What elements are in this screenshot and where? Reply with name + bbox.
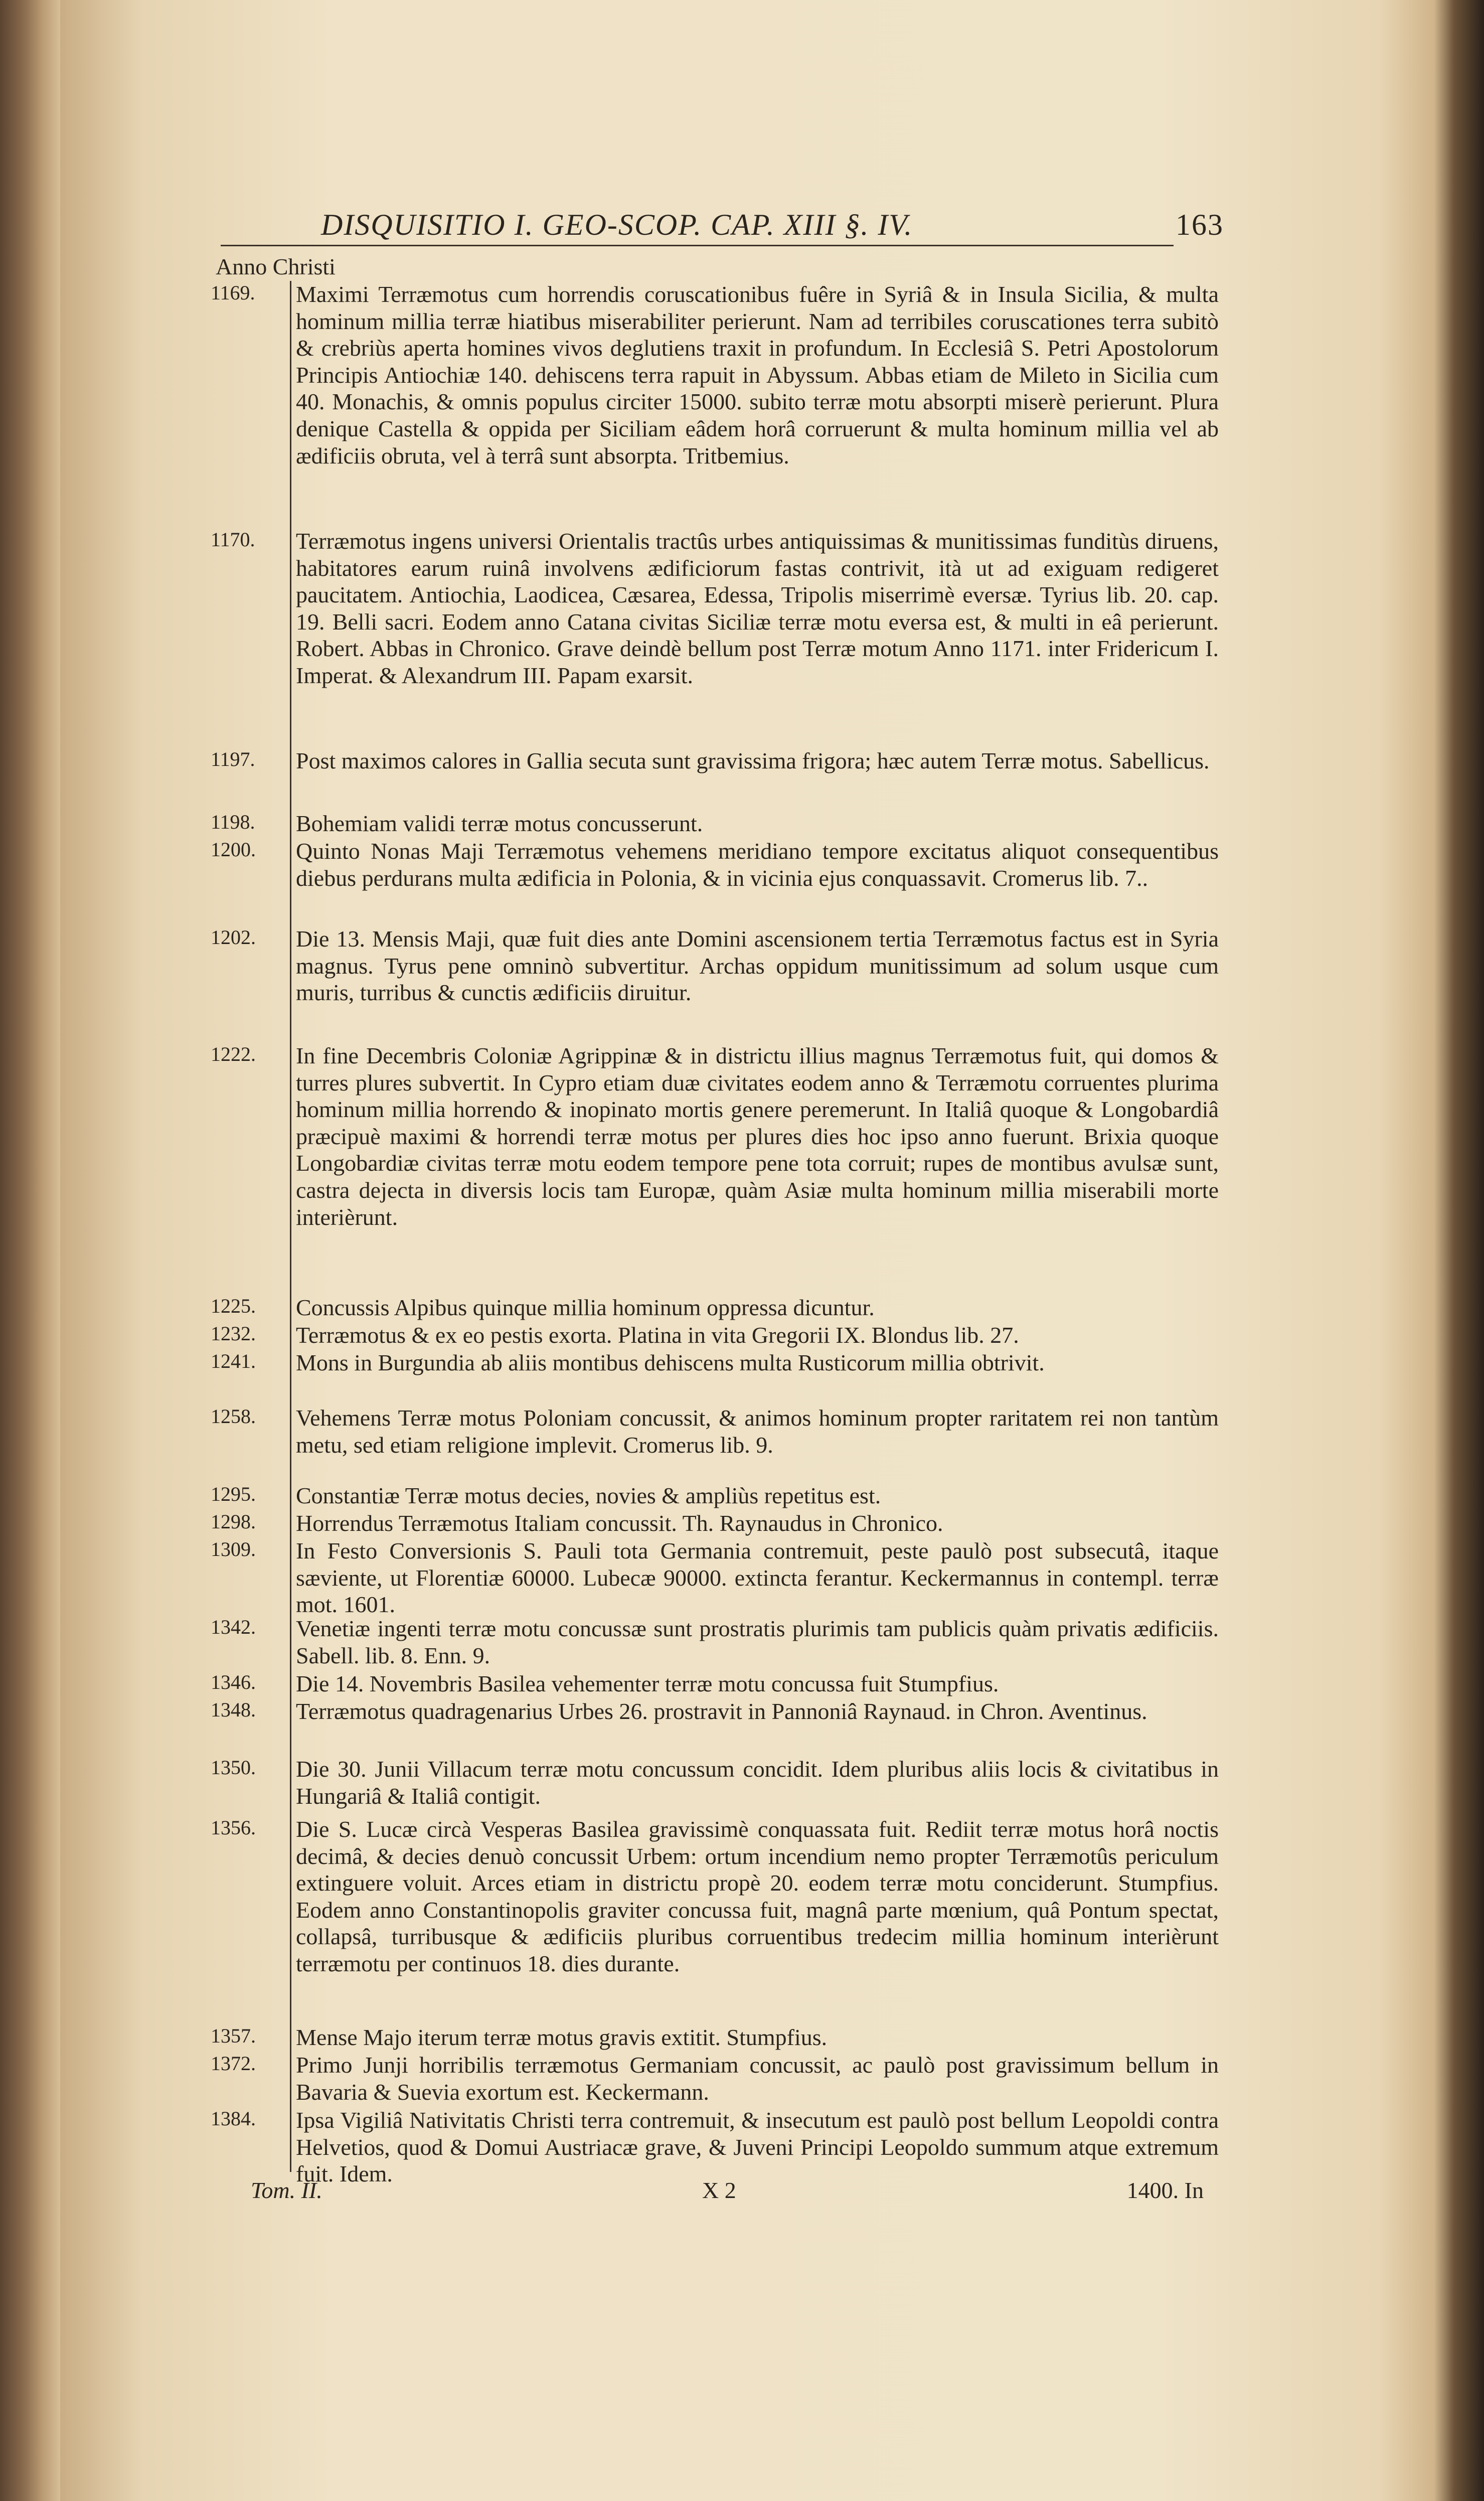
year-label: 1232. bbox=[211, 1322, 256, 1345]
anno-christi-label: Anno Christi bbox=[216, 254, 336, 279]
entries-column bbox=[296, 281, 1219, 2187]
year-label: 1169. bbox=[211, 281, 255, 304]
entry-text: Ipsa Vigiliâ Nativitatis Christi terra contremuit, & insecutum est paulò post bellum Leopoldi contra Helvetios, quod & Domui Austriacæ grave, & Juveni Principi Leopoldo summum atque extremum fuit. Idem. bbox=[296, 2107, 1219, 2187]
entry-text: Vehemens Terræ motus Poloniam concussit, & animos hominum propter raritatem rei non tantùm metu, sed etiam religione implevit. Cromerus lib. 9. bbox=[296, 1405, 1219, 1458]
entry-text: Venetiæ ingenti terræ motu concussæ sunt prostratis plurimis tam publicis quàm privatis ædificiis. Sabell. lib. 8. Enn. 9. bbox=[296, 1616, 1219, 1668]
entry-text: Quinto Nonas Maji Terræmotus vehemens meridiano tempore excitatus aliquot consequentibus diebus perdurans multa ædificia in Polonia, & in vicinia ejus conquassavit. Cromerus lib. 7.. bbox=[296, 838, 1219, 891]
year-label: 1222. bbox=[211, 1043, 256, 1065]
year-label: 1348. bbox=[211, 1698, 256, 1721]
entry-text: In fine Decembris Coloniæ Agrippinæ & in districtu illius magnus Terræmotus fuit, qui domos & turres plures subvertit. In Cypro etiam duæ civitates eodem anno & Terræmotu corruentes plurima hominum millia horrendo & inopinato mortis genere peremerunt. In Italiâ quoque & Longobardiâ præcipuè maximi & horrendi terræ motus per plures dies hoc ipso anno fuerunt. Brixia quoque Longobardiæ civitas terræ motu eodem tempore pene tota corruit; rupes de montibus avulsæ sunt, castra dejecta in diversis locis tam Europæ, quàm Asiæ multa hominum millia miserabili morte interièrunt. bbox=[296, 1043, 1219, 1230]
volume-label: Tom. II. bbox=[251, 2177, 322, 2203]
page-edge bbox=[1434, 0, 1484, 2501]
entry-text: Die 13. Mensis Maji, quæ fuit dies ante Domini ascensionem tertia Terræmotus factus est in Syria magnus. Tyrus pene omninò subvertitur. Archas oppidum munitissimum ad solum usque cum muris, turribus & cunctis ædificiis diruitur. bbox=[296, 926, 1219, 1006]
year-label: 1357. bbox=[211, 2024, 256, 2047]
header-rule bbox=[221, 245, 1174, 246]
left-page-margin bbox=[0, 0, 60, 2501]
entry-text: Terræmotus & ex eo pestis exorta. Platina in vita Gregorii IX. Blondus lib. 27. bbox=[296, 1322, 1019, 1348]
year-label: 1384. bbox=[211, 2107, 256, 2130]
year-label: 1346. bbox=[211, 1671, 256, 1693]
entry-text: Maximi Terræmotus cum horrendis coruscationibus fuêre in Syriâ & in Insula Sicilia, & multa hominum millia terræ hiatibus miserabiliter perierunt. Nam ad terribiles coruscationes terra subitò & crebriùs aperta homines vivos deglutiens traxit in profundum. In Ecclesiâ S. Petri Apostolorum Principis Antiochiæ 140. dehiscens terra rapuit in Abyssum. Abbas etiam de Mileto in Sicilia cum 40. Monachis, & omnis populus circiter 15000. subito terræ motu absorpti miserè perierunt. Plura denique Castella & oppida per Siciliam eâdem horâ corruerunt & multa hominum millia vel ab ædificiis obruta, vel à terrâ sunt absorpta. Tritbemius. bbox=[296, 281, 1219, 468]
signature-mark: X 2 bbox=[702, 2177, 736, 2203]
year-label: 1356. bbox=[211, 1816, 256, 1839]
column-divider bbox=[290, 281, 291, 2172]
year-label: 1202. bbox=[211, 926, 256, 949]
entry-text: Terræmotus ingens universi Orientalis tractûs urbes antiquissimas & munitissimas funditùs diruens, habitatores earum ruinâ involvens ædificiorum fastas contrivit, ità ut ad exiguam redigeret paucitatem. Antiochia, Laodicea, Cæsarea, Edessa, Tripolis miserrimè eversæ. Tyrius lib. 20. cap. 19. Belli sacri. Eodem anno Catana civitas Siciliæ terræ motu eversa est, & multi in eâ perierunt. Robert. Abbas in Chronico. Grave deindè bellum post Terræ motum Anno 1171. inter Fridericum I. Imperat. & Alexandrum III. Papam exarsit. bbox=[296, 528, 1219, 688]
entry-text: Mons in Burgundia ab aliis montibus dehiscens multa Rusticorum millia obtrivit. bbox=[296, 1350, 1045, 1375]
entry-text: Die 30. Junii Villacum terræ motu concussum concidit. Idem pluribus aliis locis & civitatibus in Hungariâ & Italiâ contigit. bbox=[296, 1756, 1219, 1809]
year-label: 1241. bbox=[211, 1350, 256, 1372]
entry-text: Horrendus Terræmotus Italiam concussit. Th. Raynaudus in Chronico. bbox=[296, 1510, 943, 1536]
year-label: 1170. bbox=[211, 528, 255, 551]
year-label: 1342. bbox=[211, 1616, 256, 1638]
entry-text: Bohemiam validi terræ motus concusserunt. bbox=[296, 811, 703, 836]
entry-text: Die S. Lucæ circà Vesperas Basilea gravissimè conquassata fuit. Rediit terræ motus horâ noctis decimâ, & decies denuò concussit Urbem: ortum incendium nemo propter Terræmotûs periculum extinguere voluit. Arces etiam in districtu propè 20. eodem terræ motu conciderunt. Stumpfius. Eodem anno Constantinopolis graviter concussa fuit, magnâ parte mœnium, quâ Pontum spectat, collapsâ, turribusque & ædificiis pluribus corruentibus tredecim millia hominum interièrunt terræmotu per continuos 18. dies durante. bbox=[296, 1816, 1219, 1976]
page-footer bbox=[251, 2177, 1204, 2217]
year-label: 1350. bbox=[211, 1756, 256, 1779]
year-label: 1198. bbox=[211, 811, 255, 833]
year-label: 1197. bbox=[211, 748, 255, 770]
running-header bbox=[211, 208, 1224, 243]
year-label: 1258. bbox=[211, 1405, 256, 1428]
entry-text: Primo Junji horribilis terræmotus Germaniam concussit, ac paulò post gravissimum bellum in Bavaria & Suevia exortum est. Keckermann. bbox=[296, 2052, 1219, 2105]
entry-text: Die 14. Novembris Basilea vehementer terræ motu concussa fuit Stumpfius. bbox=[296, 1671, 999, 1696]
page-number: 163 bbox=[1176, 208, 1224, 241]
entry-text: Post maximos calores in Gallia secuta sunt gravissima frigora; hæc autem Terræ motus. Sabellicus. bbox=[296, 748, 1210, 773]
year-label: 1225. bbox=[211, 1295, 256, 1317]
year-label: 1200. bbox=[211, 838, 256, 861]
year-label: 1298. bbox=[211, 1510, 256, 1533]
year-label: 1295. bbox=[211, 1483, 256, 1505]
entry-text: Concussis Alpibus quinque millia hominum oppressa dicuntur. bbox=[296, 1295, 875, 1320]
entry-text: Terræmotus quadragenarius Urbes 26. prostravit in Pannoniâ Raynaud. in Chron. Aventinus. bbox=[296, 1698, 1147, 1724]
year-column bbox=[211, 281, 286, 2177]
year-label: 1309. bbox=[211, 1538, 256, 1560]
entry-text: In Festo Conversionis S. Pauli tota Germania contremuit, peste paulò post subsecutâ, itaque sæviente, ut Florentiæ 60000. Lubecæ 90000. extincta ferantur. Keckermannus in contempl. terræ mot. 1601. bbox=[296, 1538, 1219, 1618]
entry-text: Constantiæ Terræ motus decies, novies & ampliùs repetitus est. bbox=[296, 1483, 881, 1508]
header-title: DISQUISITIO I. GEO-SCOP. CAP. XIII §. IV. bbox=[321, 208, 913, 241]
catchword: 1400. In bbox=[1126, 2177, 1204, 2203]
year-label: 1372. bbox=[211, 2052, 256, 2075]
entry-text: Mense Majo iterum terræ motus gravis extitit. Stumpfius. bbox=[296, 2024, 828, 2050]
